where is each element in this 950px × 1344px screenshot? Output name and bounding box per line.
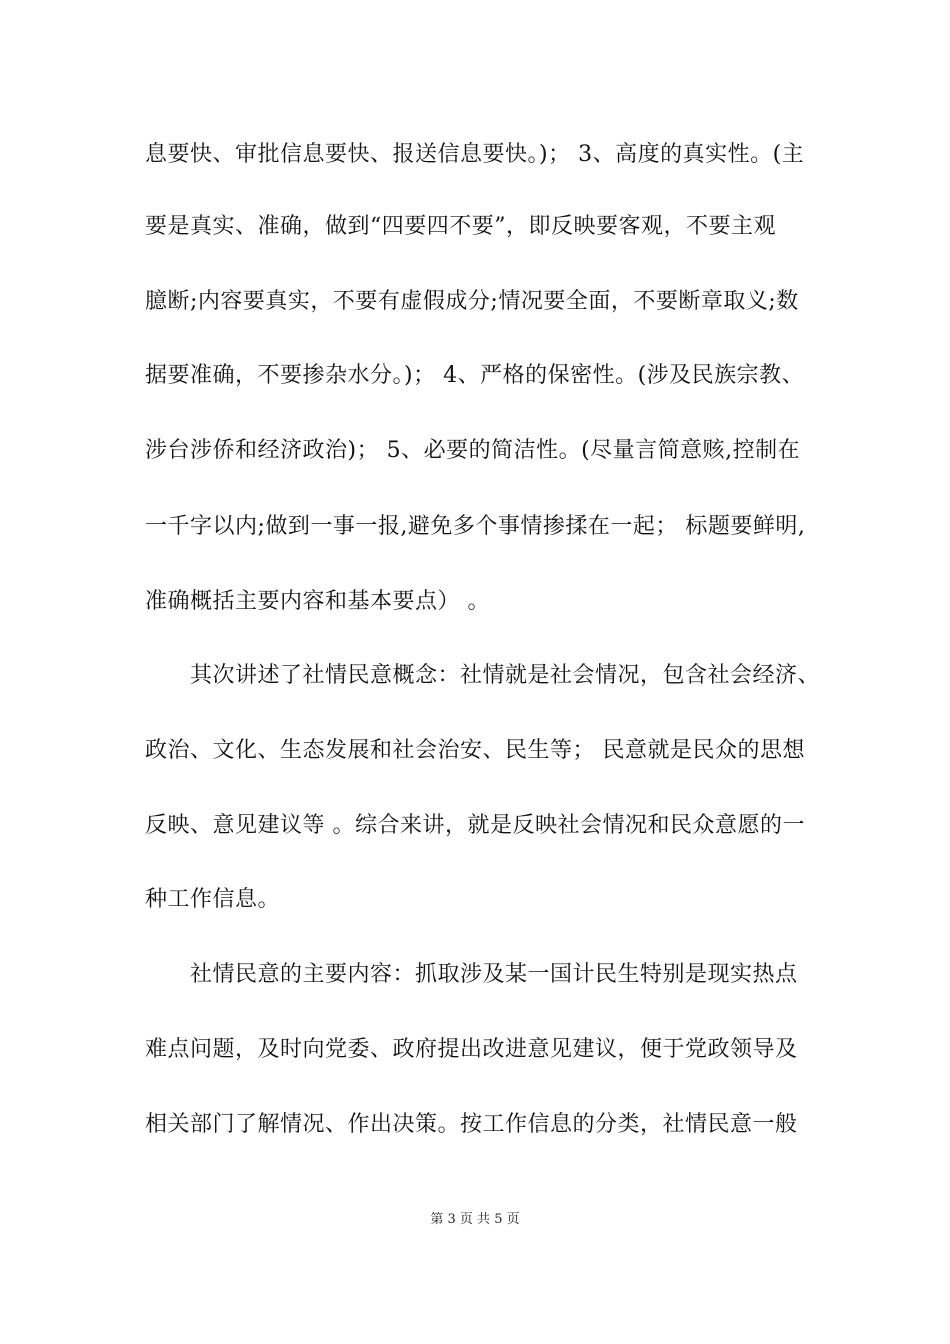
text-line-8: 其次讲述了社情民意概念：社情就是社会情况，包含社会经济、 xyxy=(190,663,821,688)
page-footer xyxy=(0,1210,950,1230)
text-line-2: 要是真实、准确，做到“四要四不要”，即反映要客观，不要主观 xyxy=(145,214,776,239)
text-line-4: 据要准确，不要掺杂水分。)； 4、严格的保密性。(涉及民族宗教、 xyxy=(145,363,805,388)
text-line-7: 准确概括主要内容和基本要点） 。 xyxy=(145,589,490,614)
text-line-14: 相关部门了解情况、作出决策。按工作信息的分类，社情民意一般 xyxy=(145,1112,798,1137)
text-line-1: 息要快、审批信息要快、报送信息要快。)； 3、高度的真实性。(主 xyxy=(145,142,805,167)
text-line-10: 反映、意见建议等 。综合来讲，就是反映社会情况和民众意愿的一 xyxy=(145,813,805,838)
text-line-12: 社情民意的主要内容：抓取涉及某一国计民生特别是现实热点 xyxy=(190,962,798,987)
page-number-label: 第 3 页 共 5 页 xyxy=(430,1212,520,1227)
text-line-6: 一千字以内;做到一事一报,避免多个事情掺揉在一起； 标题要鲜明, xyxy=(145,514,806,539)
text-line-3: 臆断;内容要真实，不要有虚假成分;情况要全面，不要断章取义;数 xyxy=(145,289,799,314)
text-line-13: 难点问题，及时向党委、政府提出改进意见建议，便于党政领导及 xyxy=(145,1037,798,1062)
text-line-5: 涉台涉侨和经济政治)； 5、必要的简洁性。(尽量言简意赅,控制在 xyxy=(145,438,801,463)
text-line-11: 种工作信息。 xyxy=(145,887,281,912)
text-line-9: 政治、文化、生态发展和社会治安、民生等； 民意就是民众的思想 xyxy=(145,738,805,763)
